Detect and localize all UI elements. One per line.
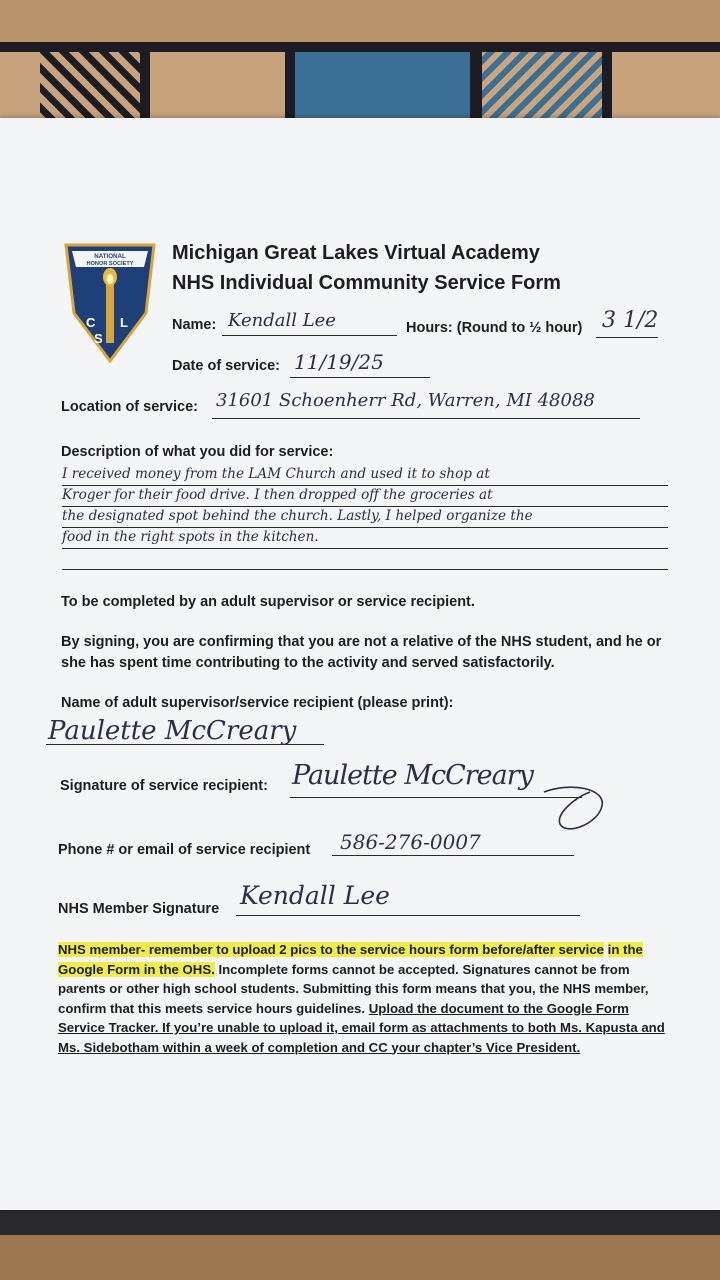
member-signature-label: NHS Member Signature (58, 901, 220, 917)
description-line (62, 548, 668, 549)
signature-label: Signature of service recipient: (60, 778, 268, 794)
notice-highlight: NHS member- remember to upload 2 pics to the service hours form before/after service (58, 942, 604, 957)
description-label: Description of what you did for service: (61, 444, 334, 460)
hours-label: Hours: (Round to ½ hour) (406, 320, 583, 336)
student-name-value: Kendall Lee (228, 310, 336, 331)
location-line (212, 418, 640, 419)
description-line (62, 506, 668, 507)
description-text-line: food in the right spots in the kitchen. (62, 529, 319, 545)
name-line (222, 335, 397, 336)
description-line (62, 527, 668, 528)
form-title: NHS Individual Community Service Form (172, 272, 561, 294)
description-line (62, 569, 668, 570)
hours-value: 3 1/2 (602, 308, 659, 333)
phone-line (332, 855, 574, 856)
date-label: Date of service: (172, 358, 280, 374)
emblem-letter: C (86, 315, 96, 330)
school-name: Michigan Great Lakes Virtual Academy (172, 242, 540, 264)
date-value: 11/19/25 (294, 350, 384, 374)
service-form-paper (0, 118, 720, 1210)
signature-flourish-icon (540, 778, 610, 838)
supervisor-name-value: Paulette McCreary (48, 716, 297, 746)
emblem-top-text: NATIONAL (94, 253, 126, 260)
emblem-letter: S (94, 331, 103, 346)
description-text-line: I received money from the LAM Church and used it to shop at (62, 466, 490, 482)
phone-label: Phone # or email of service recipient (58, 842, 311, 858)
location-label: Location of service: (61, 399, 198, 415)
signature-line (290, 797, 582, 798)
notice-text: Incomplete forms cannot be accepted. Signatures cannot be from parents or other high school students. Submitting this form means that you, the NHS member, confirm that this meets service hours guidelines. (58, 961, 649, 1016)
supervisor-heading: To be completed by an adult supervisor or service recipient. (61, 594, 475, 610)
description-text-line: the designated spot behind the church. Lastly, I helped organize the (62, 508, 533, 524)
supervisor-name-label: Name of adult supervisor/service recipient (please print): (61, 695, 454, 711)
description-line (62, 485, 668, 486)
hours-line (596, 337, 658, 338)
notice-underlined-text: Upload the document to the Google Form Service Tracker. If you’re unable to upload it, email form as attachments to both Ms. Kapusta and Ms. Sidebotham within a week of completion and CC your chapter’s Vice President. (58, 1000, 665, 1055)
recipient-signature: Paulette McCreary (292, 760, 533, 791)
member-signature-line (236, 915, 580, 916)
description-text-line: Kroger for their food drive. I then dropped off the groceries at (62, 487, 493, 503)
member-signature: Kendall Lee (240, 881, 390, 910)
phone-value: 586-276-0007 (340, 830, 481, 854)
emblem-letter: L (120, 315, 128, 330)
notice-highlight: in the Google Form in the OHS. (58, 942, 643, 977)
name-label: Name: (172, 317, 217, 333)
emblem-bottom-text: HONOR SOCIETY (86, 261, 134, 267)
location-value: 31601 Schoenherr Rd, Warren, MI 48088 (216, 390, 595, 411)
submission-notice (58, 940, 668, 1057)
confirmation-text: By signing, you are confirming that you are not a relative of the NHS student, and he or she has spent time contributing to the activity and served satisfactorily. (61, 634, 662, 671)
date-line (290, 377, 430, 378)
nhs-emblem-icon (64, 243, 156, 363)
